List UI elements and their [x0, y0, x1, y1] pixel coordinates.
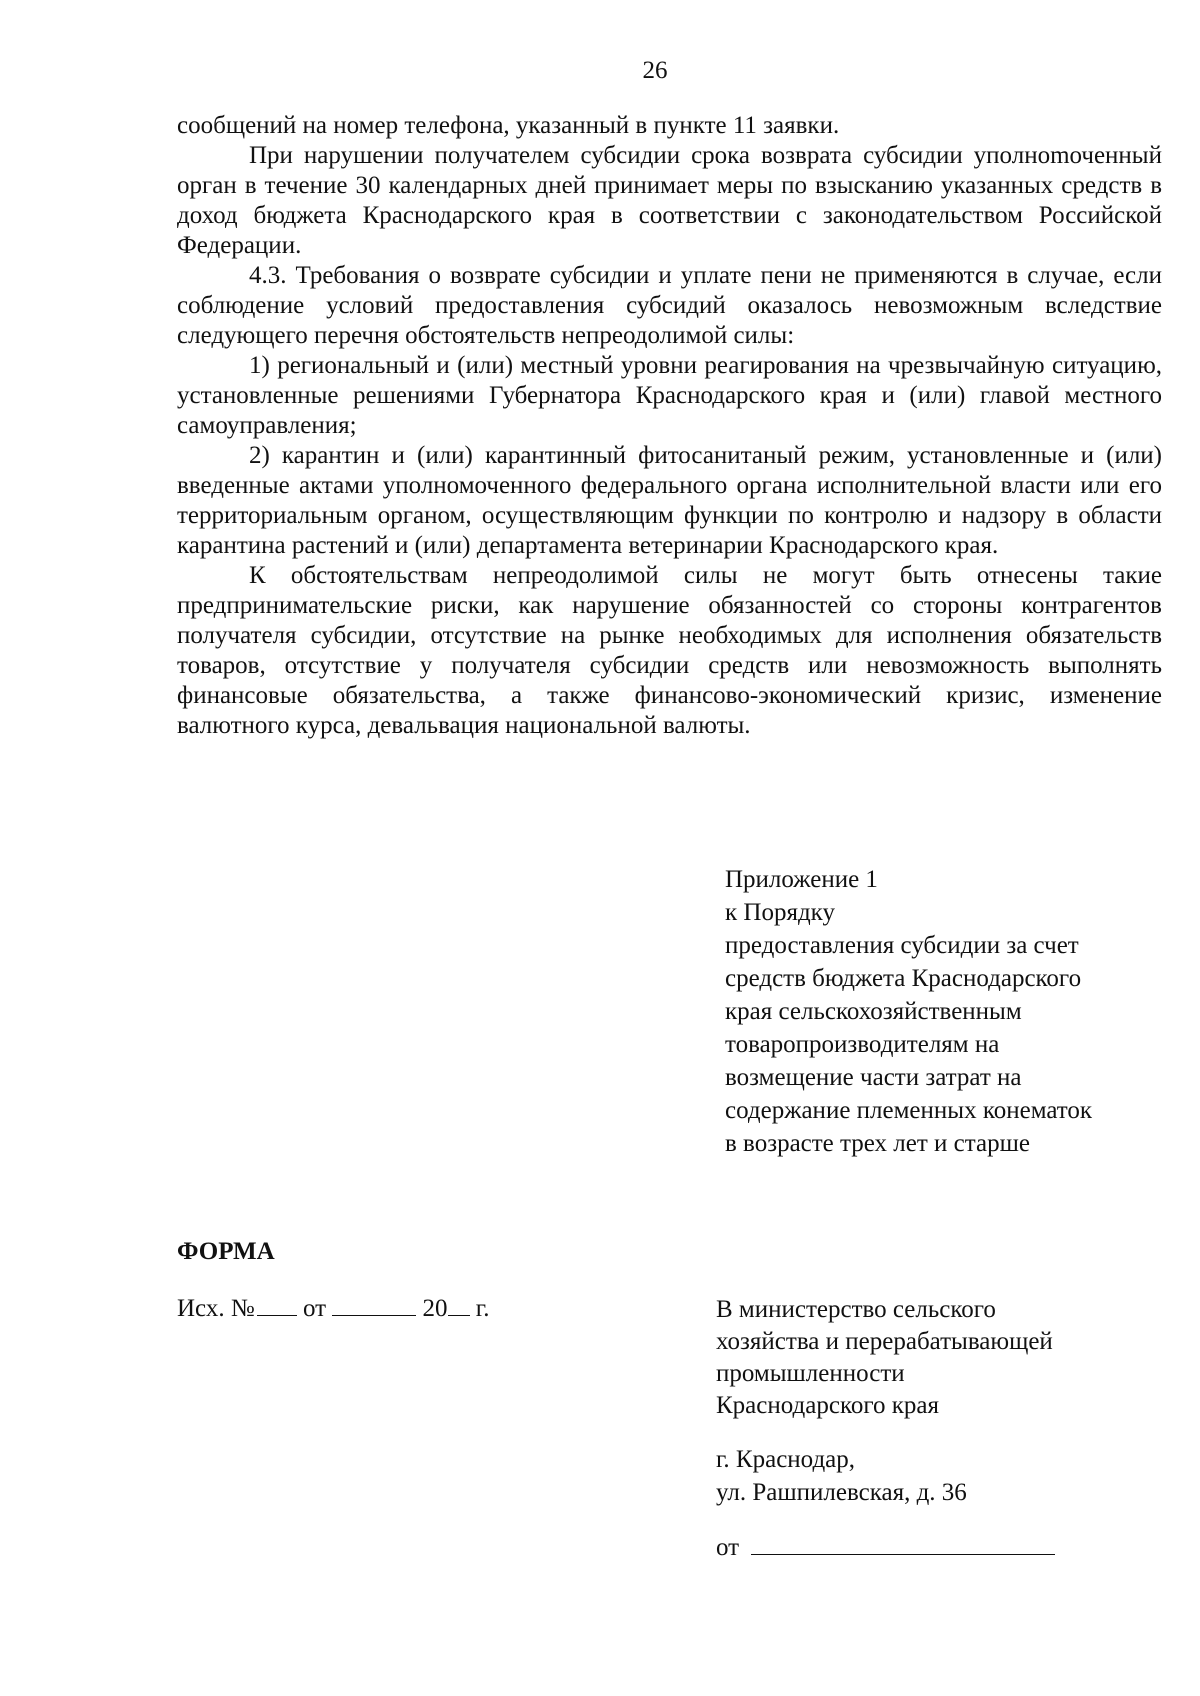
appendix-line: Приложение 1: [725, 866, 878, 893]
address-line: ул. Рашпилевская, д. 36: [716, 1479, 967, 1506]
address-block: [716, 1443, 967, 1509]
from-label: от: [716, 1534, 740, 1561]
appendix-line: края сельскохозяйственным: [725, 998, 1022, 1025]
outgoing-year-prefix: 20: [422, 1295, 448, 1322]
from-line: [716, 1532, 1055, 1563]
outgoing-year-blank[interactable]: [448, 1293, 470, 1316]
appendix-line: содержание племенных конематок: [725, 1097, 1093, 1124]
outgoing-number-line: [177, 1293, 489, 1324]
addressee-line: Краснодарского края: [716, 1392, 939, 1419]
appendix-line: средств бюджета Краснодарского: [725, 965, 1082, 992]
appendix-line: возмещение части затрат на: [725, 1064, 1022, 1091]
paragraph-continuation: сообщений на номер телефона, указанный в пункте 11 заявки.: [177, 112, 840, 139]
address-line: г. Краснодар,: [716, 1446, 856, 1473]
from-blank[interactable]: [751, 1532, 1055, 1555]
outgoing-date-blank[interactable]: [332, 1293, 416, 1316]
appendix-header: [725, 863, 1165, 1160]
addressee-block: [716, 1294, 1156, 1422]
outgoing-from-word: от: [302, 1295, 327, 1322]
addressee-line: хозяйства и перерабатывающей: [716, 1328, 1053, 1355]
paragraph-return-deadline: При нарушении получателем субсидии срока возврата субсидии уполноmоченный орган в течение 30 календарных дней принимает меры по взысканию указанных средств в доход бюджета Краснодарского края в соответствии с законодательством Российской Федерации.: [177, 142, 1162, 259]
outgoing-year-suffix: г.: [475, 1295, 490, 1322]
outgoing-prefix: Исх. №: [177, 1295, 255, 1322]
addressee-line: В министерство сельского: [716, 1296, 996, 1323]
appendix-line: предоставления субсидии за счет: [725, 932, 1079, 959]
paragraph-item-1: 1) региональный и (или) местный уровни реагирования на чрезвычайную ситуацию, установленные решениями Губернатора Краснодарского края и (или) главой местного самоуправления;: [177, 352, 1162, 439]
outgoing-number-blank[interactable]: [257, 1293, 297, 1316]
paragraph-4-3: 4.3. Требования о возврате субсидии и уплате пени не применяются в случае, если соблюдение условий предоставления субсидий оказалось невозможным вследствие следующего перечня обстоятельств непреодолимой силы:: [177, 262, 1162, 349]
addressee-line: промышленности: [716, 1360, 905, 1387]
appendix-line: в возрасте трех лет и старше: [725, 1130, 1030, 1157]
appendix-line: товаропроизводителям на: [725, 1031, 1000, 1058]
appendix-line: к Порядку: [725, 899, 835, 926]
paragraph-item-2: 2) карантин и (или) карантинный фитосанитаный режим, установленные и (или) введенные актами уполномоченного федерального органа исполнительной власти или его территориальным органом, осуществляющим функции по контролю и надзору в области карантина растений и (или) департамента ветеринарии Краснодарского края.: [177, 442, 1162, 559]
form-title: ФОРМА: [177, 1238, 275, 1265]
page-number: 26: [642, 57, 668, 84]
body-text: [177, 111, 1162, 741]
paragraph-force-majeure-exclusions: К обстоятельствам непреодолимой силы не могут быть отнесены такие предпринимательские риски, как нарушение обязанностей со стороны контрагентов получателя субсидии, отсутствие на рынке необходимых для исполнения обязательств товаров, отсутствие у получателя субсидии средств или невозможность выполнять финансовые обязательства, а также финансово-экономический кризис, изменение валютного курса, девальвация национальной валюты.: [177, 562, 1162, 739]
